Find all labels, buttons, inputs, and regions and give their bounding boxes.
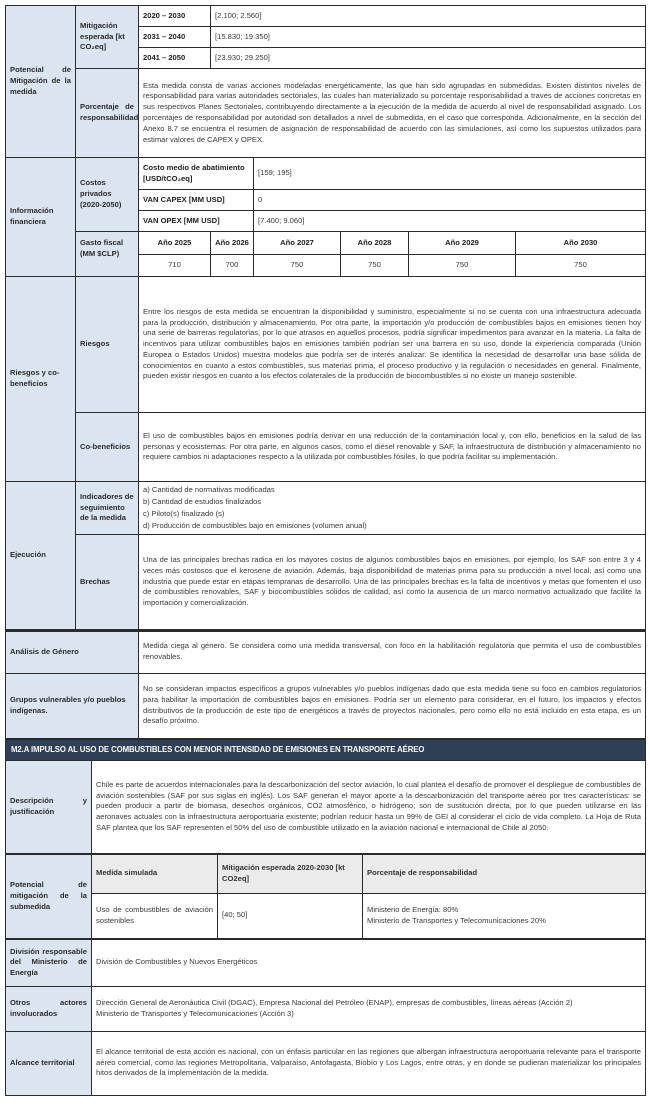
responsibility-text: Esta medida consta de varias acciones modeladas energéticamente, las que han sido agrupadas en submedidas. Existen distintos niveles de responsabilidad para varias autoridades sectoriales, las cuales han materializado su porcentaje responsabilidad a través de acciones concretas en sus respectivos Planes Sectoriales, contribuyendo directamente a la ejecución de la medida de acuerdo al nivel de responsabilidad asignado. Los porcentajes de responsabilidad por autoridad son detallados a nivel de submedida, en el caso que corresponda. Adicionalmente, en la sección del Anexo 8.7 se encuentra el resumen de asignación de responsabilidad de acuerdo con las simulaciones, así como los supuestos utilizados para estimar valores de CAPEX y OPEX. [139,69,646,158]
financial-label: Información financiera [6,158,76,277]
submeasure-table [5,739,646,1096]
indicators-label: Indicadores de seguimiento de la medida [76,482,139,535]
execution-label: Ejecución [6,482,76,630]
description-label: Descripción y justificación [6,760,92,854]
abatement-cost-value: [159; 195] [254,158,646,190]
social-table [5,630,646,739]
submeasure-title: M2.A IMPULSO AL USO DE COMBUSTIBLES CON MENOR INTENSIDAD DE EMISIONES EN TRANSPORTE AÉREO [6,739,646,760]
actors-label: Otros actores involucrados [6,986,92,1031]
mitigation-value-2041-2050: [23.930; 29.250] [211,48,646,69]
responsibility-label: Porcentaje de responsabilidad [76,69,139,158]
fiscal-year-2028: Año 2028 [341,232,409,255]
mitigation-value-2031-2040: [15.830; 19.350] [211,27,646,48]
mitigation-label: Potencial de Mitigación de la medida [6,6,76,158]
risks-label: Riesgos [76,277,139,413]
van-opex-value: [7.400; 9.060] [254,211,646,232]
actor-item: Ministerio de Transportes y Telecomunicaciones (Acción 3) [96,1008,294,1018]
indicator-item: d) Producción de combustibles bajo en emisiones (volumen anual) [143,520,367,530]
division-label: División responsable del Ministerio de Energía [6,939,92,986]
fiscal-value-2028: 750 [341,255,409,277]
fiscal-value-2025: 710 [139,255,211,277]
potential-header-measure: Medida simulada [92,854,218,893]
period-2020-2030: 2020 – 2030 [139,6,211,27]
risks-text: Entre los riesgos de esta medida se encuentran la disponibilidad y suministro, especialmente si no se cuenta con una infraestructura adecuada para la producción, distribución y almacenamiento. Por otra parte, la importación y/o producción de combustibles bajos en emisiones tienen hoy una serie de barreras regulatorias, por lo que atrasos en aquellos procesos, podría significar impedimentos para avanzar en la materia. La falta de incentivos para utilizar combustibles bajos en emisiones también podrían ser una barrera en su uso, donde la experiencia comparada (Unión Europea o Estados Unidos) muestra modelos que podría ser de interés analizar. Se identifica la necesidad de desarrollar una base sólida de conocimientos en cuanto a estos combustibles, sus materias prima, el proceso productivo y la regulación o necesidades en general. Finalmente, pueden existir riesgos en cuanto a los efectos colaterales de la producción de biocombustibles si no existe un manejo sostenible. [139,277,646,413]
indicator-item: a) Cantidad de normativas modificadas [143,485,275,495]
scope-text: El alcance territorial de esta acción es nacional, con un énfasis particular en las regiones que albergan infraestructura aeroportuaria relevante para el transporte aéreo comercial, como las regiones Metropolitana, Valparaíso, Antofagasta, Biobío y Los Lagos, entre otras, y en donde se pudieran materializar los principales hitos derivados de la implementación de la medida. [92,1031,646,1095]
cobenefits-text: El uso de combustibles bajos en emisiones podría derivar en una reducción de la contaminación local y, con ello, beneficios en la salud de las personas y ecosistemas. Por otra parte, en algunos casos, como el diésel renovable y SAF, la infraestructura de distribución y almacenamiento no requiere cambios ni adaptaciones respecto a la utilizada por combustibles fósiles, lo que podría facilitar su implementación. [139,413,646,482]
van-capex-value: 0 [254,190,646,211]
gender-text: Medida ciega al género. Se considera como una medida transversal, con foco en la habilitación regulatoria que permita el uso de combustibles renovables. [139,631,646,673]
cobenefits-label: Co-beneficios [76,413,139,482]
indicator-item: b) Cantidad de estudios finalizados [143,497,262,507]
fiscal-expense-label: Gasto fiscal (MM $CLP) [76,232,139,277]
fiscal-year-2029: Año 2029 [409,232,516,255]
vulnerable-label: Grupos vulnerables y/o pueblos indígenas. [6,673,139,738]
fiscal-value-2030: 750 [516,255,646,277]
potential-measure: Uso de combustibles de aviación sostenibles [92,893,218,939]
fiscal-year-2026: Año 2026 [211,232,254,255]
measure-table [5,5,646,630]
potential-mitigation: [40; 50] [218,893,363,939]
potential-label: Potencial de mitigación de la submedida [6,854,92,939]
period-2031-2040: 2031 – 2040 [139,27,211,48]
fiscal-value-2026: 700 [211,255,254,277]
private-costs-label: Costos privados (2020-2050) [76,158,139,232]
mitigation-value-2020-2030: [2.100; 2.560] [211,6,646,27]
potential-header-mitigation: Mitigación esperada 2020-2030 [kt CO2eq] [218,854,363,893]
responsibility-item: Ministerio de Energía: 80% [367,904,459,914]
potential-responsibility [363,893,646,939]
fiscal-value-2029: 750 [409,255,516,277]
van-capex-label: VAN CAPEX [MM USD] [139,190,254,211]
expected-mitigation-label: Mitigación esperada [kt CO₂eq] [76,6,139,69]
fiscal-year-2027: Año 2027 [254,232,341,255]
measure-sheet [5,5,645,1096]
description-text: Chile es parte de acuerdos internacionales para la descarbonización del sector aviación, lo cual plantea el desafío de promover el despliegue de combustibles de aviación sostenibles (SAF por sus siglas en inglés). Los SAF generan el mayor aporte a la descarbonización del transporte aéreo por tres características: se pueden producir a partir de biomasa, desechos orgánicos, CO2 atmosférico, o hidrógeno; son de sustitución directa, por lo que pueden utilizarse en las aeronaves actuales con la infraestructura aeroportuaria existente; podrían reducir hasta un 99% de GEI al considerar el ciclo de vida completo. La Hoja de Ruta SAF plantea que los SAF representen el 50% del uso de combustible utilizado en la aviación nacional e internacional de Chile al 2050. [92,760,646,854]
gaps-label: Brechas [76,535,139,630]
abatement-cost-label: Costo medio de abatimiento [USD/tCO₂eq] [139,158,254,190]
potential-header-responsibility: Porcentaje de responsabilidad [363,854,646,893]
fiscal-value-2027: 750 [254,255,341,277]
fiscal-year-2025: Año 2025 [139,232,211,255]
actors-list [92,986,646,1031]
gender-label: Análisis de Género [6,631,139,673]
van-opex-label: VAN OPEX [MM USD] [139,211,254,232]
scope-label: Alcance territorial [6,1031,92,1095]
period-2041-2050: 2041 – 2050 [139,48,211,69]
risks-cobenefits-label: Riesgos y co-beneficios [6,277,76,482]
responsibility-item: Ministerio de Transportes y Telecomunicaciones 20% [367,915,546,925]
actor-item: Dirección General de Aeronáutica Civil (DGAC), Empresa Nacional del Petróleo (ENAP), empresas de combustibles, líneas aéreas (Acción 2) [96,997,573,1007]
indicators-list [139,482,646,535]
gaps-text: Una de las principales brechas radica en los mayores costos de algunos combustibles bajos en emisiones, por ejemplo, los SAF son entre 3 y 4 veces más costosos que el kerosene de aviación. Además, baja disponibilidad de materias prima para su producción a nivel local, así como una industria que puede estar en etapas tempranas de desarrollo. Una de las principales brechas es la falta de incentivos y metas que fomenten el uso de combustibles renovables, SAF y biocombustibles sólidos de calidad, así como la ausencia de un marco normativo actualizado que facilite la importación y comercialización. [139,535,646,630]
division-text: División de Combustibles y Nuevos Energéticos [92,939,646,986]
vulnerable-text: No se consideran impactos específicos a grupos vulnerables y/o pueblos indígenas dado que esta medida tiene su foco en cambios regulatorios para habilitar la importación de combustibles bajos en emisiones. Podría ser un elemento para considerar, en el futuro, los impactos y efectos distributivos de la producción de este tipo de energéticos a través de proyectos nacionales, pero como ello no está incluido en esta etapa, es un desafío próximo. [139,673,646,738]
fiscal-year-2030: Año 2030 [516,232,646,255]
indicator-item: c) Piloto(s) finalizado (s) [143,509,225,518]
